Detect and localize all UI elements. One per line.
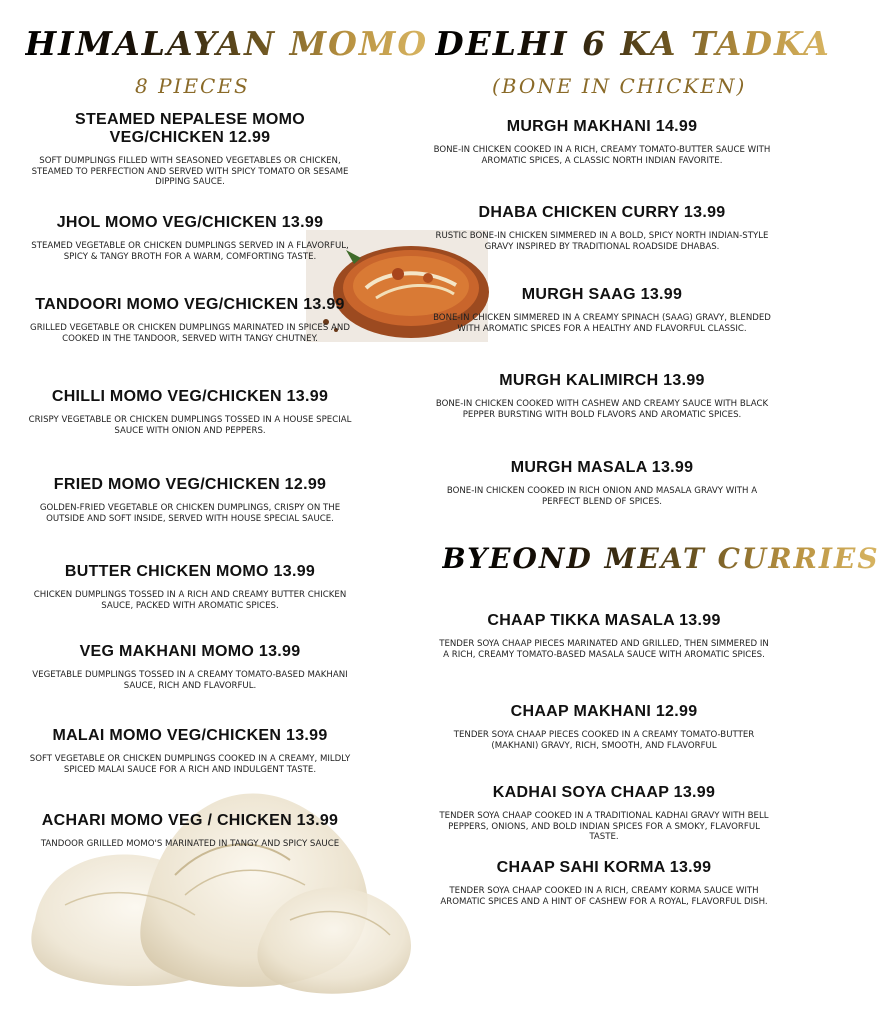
menu-item: [22, 388, 358, 436]
item-name: MALAI MOMO VEG/CHICKEN 13.99: [52, 727, 328, 744]
item-name: CHAAP TIKKA MASALA 13.99: [487, 612, 721, 629]
menu-item: [432, 372, 772, 420]
item-name: TANDOORI MOMO VEG/CHICKEN 13.99: [35, 296, 345, 313]
item-description: GRILLED VEGETABLE OR CHICKEN DUMPLINGS MARINATED IN SPICES AND COOKED IN THE TANDOOR, SERVED WITH TANGY CHUTNEY.: [30, 323, 350, 344]
menu-item: [432, 118, 772, 166]
menu-item: [22, 563, 358, 611]
item-name: STEAMED NEPALESE MOMO VEG/CHICKEN 12.99: [74, 111, 306, 146]
item-name: MURGH SAAG 13.99: [521, 286, 683, 303]
item-description: CRISPY VEGETABLE OR CHICKEN DUMPLINGS TOSSED IN A HOUSE SPECIAL SAUCE WITH ONION AND PEPPERS.: [28, 415, 352, 436]
item-name: MURGH MAKHANI 14.99: [506, 118, 698, 135]
menu-item: [22, 214, 358, 262]
menu-item: [22, 643, 358, 691]
item-description: BONE-IN CHICKEN COOKED IN A RICH, CREAMY TOMATO-BUTTER SAUCE WITH AROMATIC SPICES, A CLASSIC NORTH INDIAN FAVORITE.: [433, 145, 771, 166]
item-description: TENDER SOYA CHAAP PIECES COOKED IN A CREAMY TOMATO-BUTTER (MAKHANI) GRAVY, RICH, SMOOTH, AND FLAVORFUL: [453, 730, 755, 751]
item-description: TENDER SOYA CHAAP PIECES MARINATED AND GRILLED, THEN SIMMERED IN A RICH, CREAMY TOMATO-BASED MASALA SAUCE WITH AROMATIC SPICES.: [439, 639, 769, 660]
tadka-section-title: DELHI 6 KA TADKA: [435, 24, 831, 63]
item-name: FRIED MOMO VEG/CHICKEN 12.99: [53, 476, 327, 493]
menu-item: [18, 111, 362, 188]
momo-dumplings-image: [25, 745, 425, 1000]
item-description: TANDOOR GRILLED MOMO'S MARINATED IN TANGY AND SPICY SAUCE: [40, 839, 340, 849]
item-description: GOLDEN-FRIED VEGETABLE OR CHICKEN DUMPLINGS, CRISPY ON THE OUTSIDE AND SOFT INSIDE, SERVED WITH HOUSE SPECIAL SAUCE.: [39, 503, 341, 524]
item-description: TENDER SOYA CHAAP COOKED IN A RICH, CREAMY KORMA SAUCE WITH AROMATIC SPICES AND A HINT OF CASHEW FOR A ROYAL, FLAVORFUL DISH.: [440, 886, 768, 907]
item-description: CHICKEN DUMPLINGS TOSSED IN A RICH AND CREAMY BUTTER CHICKEN SAUCE, PACKED WITH AROMATIC SPICES.: [33, 590, 347, 611]
item-name: ACHARI MOMO VEG / CHICKEN 13.99: [41, 812, 339, 829]
item-description: BONE-IN CHICKEN COOKED WITH CASHEW AND CREAMY SAUCE WITH BLACK PEPPER BURSTING WITH BOLD FLAVORS AND AROMATIC SPICES.: [435, 399, 769, 420]
item-description: RUSTIC BONE-IN CHICKEN SIMMERED IN A BOLD, SPICY NORTH INDIAN-STYLE GRAVY INSPIRED BY TRADITIONAL ROADSIDE DHABAS.: [435, 231, 769, 252]
menu-item: [432, 204, 772, 252]
item-description: STEAMED VEGETABLE OR CHICKEN DUMPLINGS SERVED IN A FLAVORFUL, SPICY & TANGY BROTH FOR A WARM, COMFORTING TASTE.: [31, 241, 349, 262]
item-name: CHILLI MOMO VEG/CHICKEN 13.99: [51, 388, 329, 405]
menu-item: [22, 812, 358, 850]
item-description: BONE-IN CHICKEN SIMMERED IN A CREAMY SPINACH (SAAG) GRAVY, BLENDED WITH AROMATIC SPICES FOR A HEALTHY AND FLAVORFUL CLASSIC.: [433, 313, 771, 334]
item-description: SOFT DUMPLINGS FILLED WITH SEASONED VEGETABLES OR CHICKEN, STEAMED TO PERFECTION AND SERVED WITH SPICY TOMATO OR SESAME DIPPING SAUCE.: [31, 156, 349, 187]
menu-item: [435, 784, 773, 843]
menu-item: [22, 727, 358, 775]
item-description: TENDER SOYA CHAAP COOKED IN A TRADITIONAL KADHAI GRAVY WITH BELL PEPPERS, ONIONS, AND BOLD INDIAN SPICES FOR A SMOKY, FLAVORFUL TASTE.: [439, 811, 769, 842]
item-name: MURGH KALIMIRCH 13.99: [499, 372, 705, 389]
item-name: KADHAI SOYA CHAAP 13.99: [492, 784, 716, 801]
menu-item: [435, 612, 773, 660]
tadka-section-subtitle: (BONE IN CHICKEN): [492, 74, 747, 98]
momo-section-subtitle: 8 PIECES: [135, 74, 250, 98]
item-description: VEGETABLE DUMPLINGS TOSSED IN A CREAMY TOMATO-BASED MAKHANI SAUCE, RICH AND FLAVORFUL.: [32, 670, 348, 691]
item-name: CHAAP MAKHANI 12.99: [510, 703, 698, 720]
item-description: BONE-IN CHICKEN COOKED IN RICH ONION AND MASALA GRAVY WITH A PERFECT BLEND OF SPICES.: [446, 486, 758, 507]
menu-item: [22, 476, 358, 524]
momo-section-title: HIMALAYAN MOMO: [25, 24, 429, 63]
item-name: JHOL MOMO VEG/CHICKEN 13.99: [56, 214, 324, 231]
item-name: VEG MAKHANI MOMO 13.99: [79, 643, 301, 660]
item-name: BUTTER CHICKEN MOMO 13.99: [64, 563, 316, 580]
item-description: SOFT VEGETABLE OR CHICKEN DUMPLINGS COOKED IN A CREAMY, MILDLY SPICED MALAI SAUCE FOR A RICH AND INDULGENT TASTE.: [29, 754, 351, 775]
menu-item: [435, 859, 773, 907]
item-name: MURGH MASALA 13.99: [510, 459, 694, 476]
menu-item: [22, 296, 358, 344]
menu-item: [432, 459, 772, 507]
item-name: CHAAP SAHI KORMA 13.99: [496, 859, 712, 876]
meat-curries-section-title: BYEOND MEAT CURRIES: [442, 542, 880, 575]
menu-item: [432, 286, 772, 334]
menu-item: [435, 703, 773, 751]
item-name: DHABA CHICKEN CURRY 13.99: [478, 204, 726, 221]
